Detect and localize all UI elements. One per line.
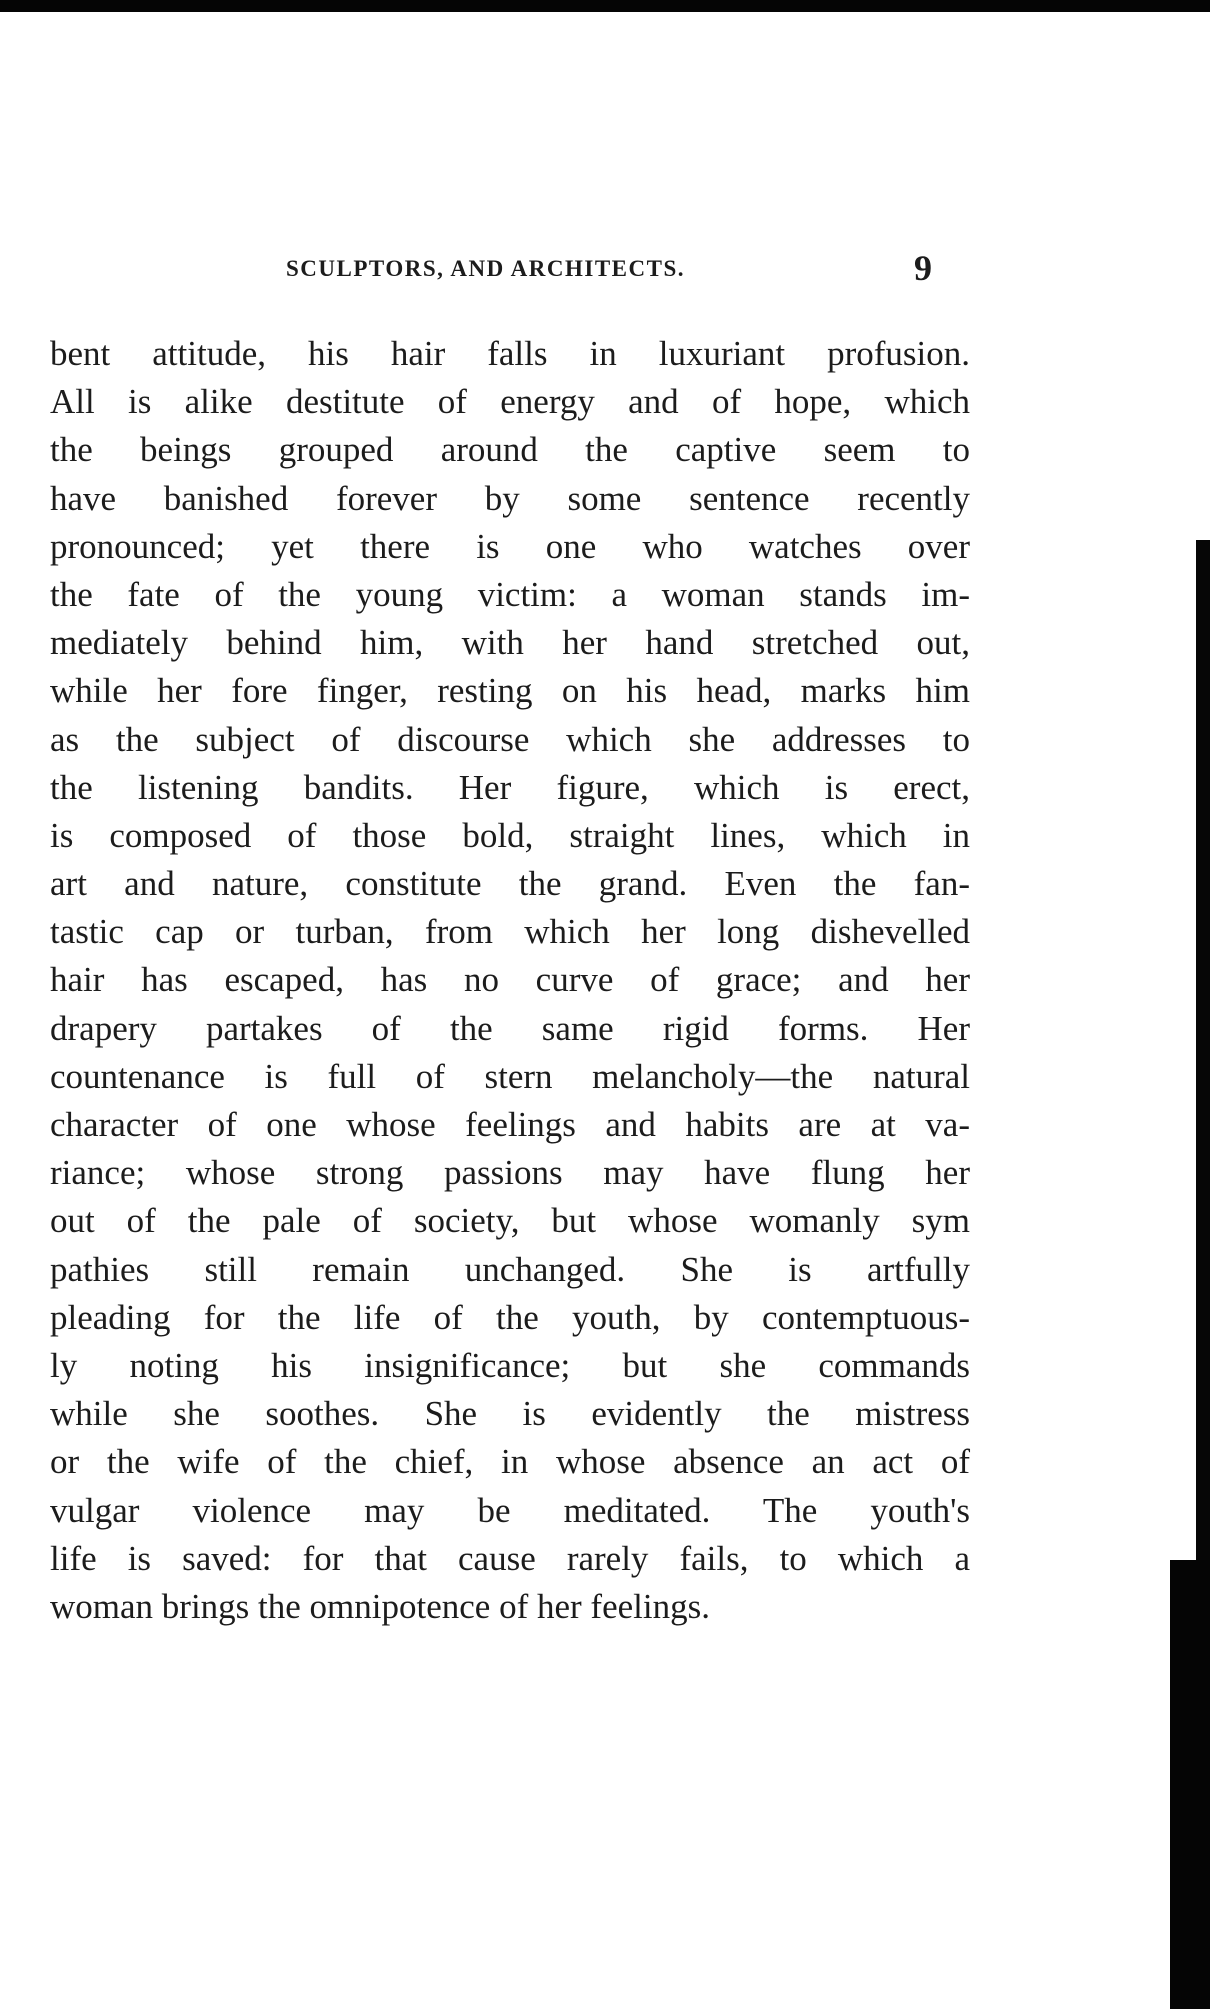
text-line: vulgar violence may be meditated. The youth's — [50, 1490, 970, 1530]
text-line: is composed of those bold, straight lines, which in — [50, 815, 970, 855]
text-line: riance; whose strong passions may have flung her — [50, 1153, 970, 1193]
text-line: ly noting his insignificance; but she commands — [50, 1345, 970, 1385]
text-line: bent attitude, his hair falls in luxuriant profusion. — [50, 334, 970, 373]
text-line: mediately behind him, with her hand stretched out, — [50, 623, 970, 663]
body-text — [50, 330, 970, 1631]
text-line: drapery partakes of the same rigid forms. Her — [50, 1008, 970, 1048]
text-line: while her fore finger, resting on his head, marks him — [50, 671, 970, 711]
text-line: while she soothes. She is evidently the mistress — [50, 1394, 970, 1434]
text-line: or the wife of the chief, in whose absence an act of — [50, 1442, 970, 1482]
text-line: pleading for the life of the youth, by contemptuous- — [50, 1297, 970, 1337]
text-line: hair has escaped, has no curve of grace; and her — [50, 960, 970, 1000]
text-line: countenance is full of stern melancholy—the natural — [50, 1056, 970, 1096]
text-line: woman brings the omnipotence of her feelings. — [50, 1586, 710, 1626]
text-line: tastic cap or turban, from which her long dishevelled — [50, 912, 970, 952]
text-line: All is alike destitute of energy and of hope, which — [50, 382, 970, 422]
text-line: art and nature, constitute the grand. Even the fan- — [50, 864, 970, 904]
text-line: pathies still remain unchanged. She is artfully — [50, 1249, 970, 1289]
running-head: SCULPTORS, AND ARCHITECTS. — [286, 256, 686, 281]
text-line: have banished forever by some sentence recently — [50, 478, 970, 518]
page-number: 9 — [914, 248, 932, 288]
text-line: pronounced; yet there is one who watches over — [50, 526, 970, 566]
text-line: the beings grouped around the captive seem to — [50, 430, 970, 470]
text-line: life is saved: for that cause rarely fails, to which a — [50, 1538, 970, 1578]
text-line: as the subject of discourse which she addresses to — [50, 719, 970, 759]
text-line: character of one whose feelings and habits are at va- — [50, 1105, 970, 1144]
text-line: the fate of the young victim: a woman stands im- — [50, 574, 970, 614]
text-line: the listening bandits. Her figure, which is erect, — [50, 767, 970, 807]
text-line: out of the pale of society, but whose womanly sym — [50, 1201, 970, 1241]
